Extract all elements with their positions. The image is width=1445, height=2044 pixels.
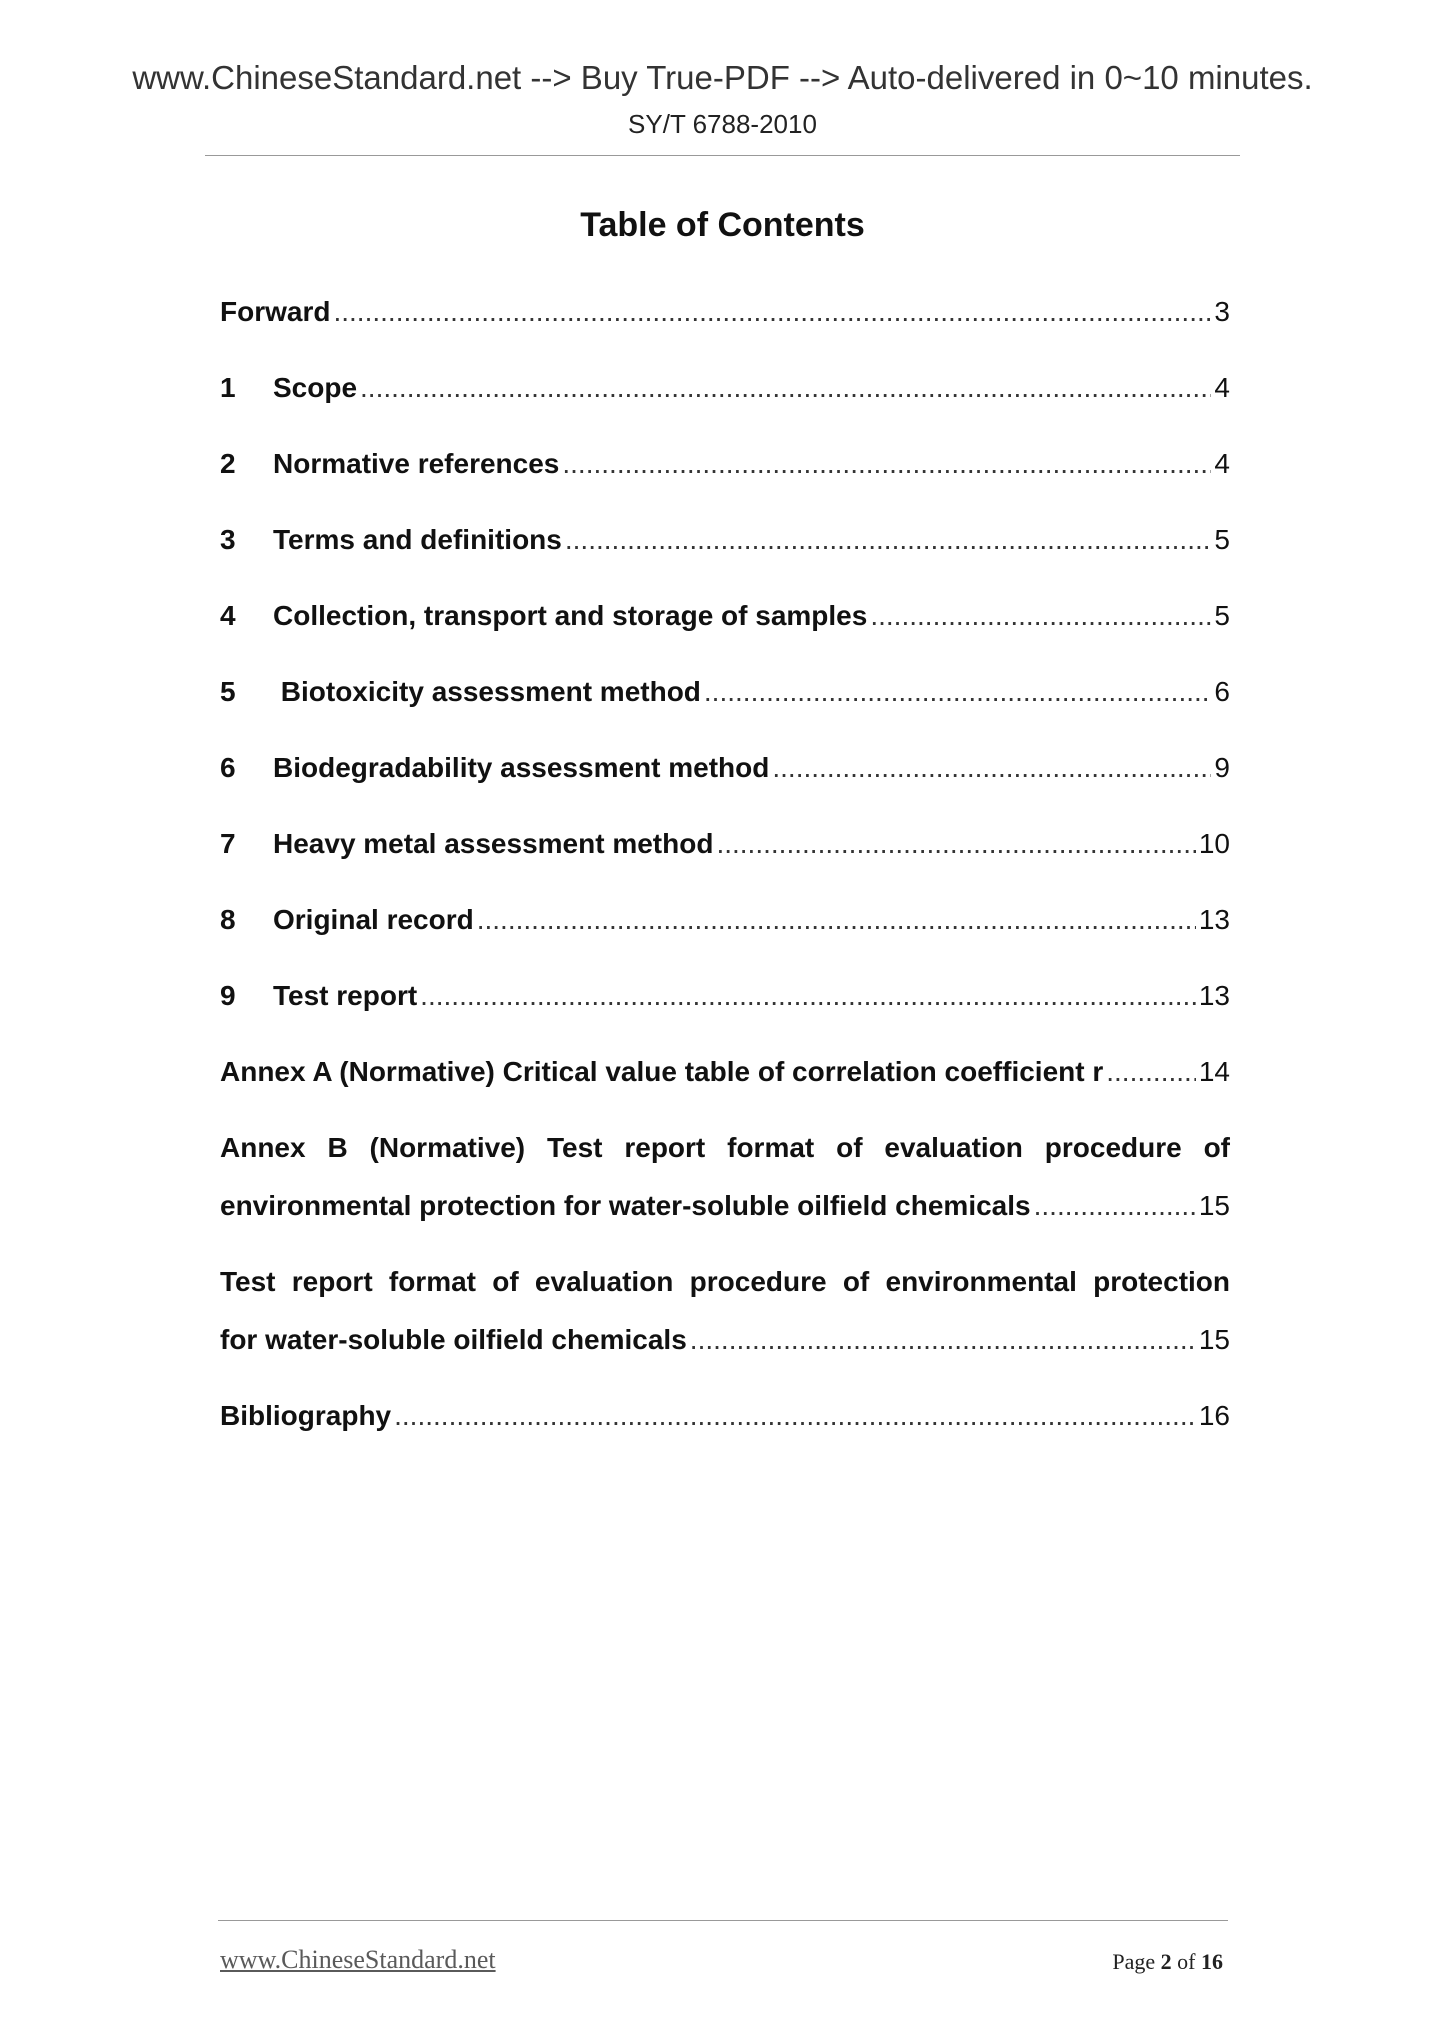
dot-leader (870, 598, 1211, 634)
toc-entry-label: environmental protection for water-soluble oilfield chemicals (220, 1190, 1031, 1221)
toc-entry-page: 6 (1214, 676, 1230, 707)
toc-entry-label: Forward (220, 296, 331, 327)
toc-entry-number: 7 (220, 828, 236, 859)
toc-entry-label: Biodegradability assessment method (273, 752, 770, 783)
dot-leader (772, 750, 1211, 786)
toc-entry-annex-b[interactable] (220, 1188, 1230, 1224)
toc-entry-test-report-format[interactable] (220, 1322, 1230, 1358)
toc-entry-label: Original record (273, 904, 474, 935)
toc-entry-label: Bibliography (220, 1400, 392, 1431)
toc-entry-page: 9 (1214, 752, 1230, 783)
toc-entry-page: 13 (1198, 980, 1230, 1011)
toc-entry-label: Scope (273, 372, 358, 403)
toc-entry-page: 4 (1214, 372, 1230, 403)
dot-leader (394, 1398, 1196, 1434)
toc-entry-annex-a[interactable] (220, 1054, 1230, 1090)
toc-entry-number: 3 (220, 524, 236, 555)
toc-entry-number: 9 (220, 980, 236, 1011)
toc-entry-page: 4 (1214, 448, 1230, 479)
toc-entry-page: 15 (1198, 1190, 1230, 1221)
standard-code: SY/T 6788-2010 (628, 109, 817, 139)
toc-entry-page: 14 (1198, 1056, 1230, 1087)
dot-leader (477, 902, 1196, 938)
toc-entry-biodegradability[interactable] (220, 750, 1230, 786)
toc-entry-forward[interactable] (220, 294, 1230, 330)
toc-entry-page: 16 (1198, 1400, 1230, 1431)
page-total: 16 (1201, 1949, 1223, 1974)
toc-entry-page: 10 (1198, 828, 1230, 859)
toc-entry-page: 3 (1214, 296, 1230, 327)
toc-entry-collection-samples[interactable] (220, 598, 1230, 634)
toc-entry-heavy-metal[interactable] (220, 826, 1230, 862)
toc-entry-label: Collection, transport and storage of samples (273, 600, 868, 631)
toc-entry-number: 4 (220, 600, 236, 631)
dot-leader (565, 522, 1212, 558)
toc-entry-original-record[interactable] (220, 902, 1230, 938)
toc-entry-page: 15 (1198, 1324, 1230, 1355)
page-of: of (1177, 1949, 1196, 1974)
toc-entry-page: 5 (1214, 524, 1230, 555)
toc-entry-label: Test report (273, 980, 418, 1011)
dot-leader (333, 294, 1211, 330)
dot-leader (716, 826, 1195, 862)
toc-entry-number: 2 (220, 448, 236, 479)
toc-entry-biotoxicity[interactable] (220, 674, 1230, 710)
dot-leader (420, 978, 1196, 1014)
toc-entry-page: 5 (1214, 600, 1230, 631)
footer-divider (218, 1920, 1228, 1921)
dot-leader (360, 370, 1211, 406)
dot-leader (690, 1322, 1196, 1358)
toc-entry-number: 1 (220, 372, 236, 403)
toc-entry-number: 6 (220, 752, 236, 783)
toc-entry-bibliography[interactable] (220, 1398, 1230, 1434)
page-current: 2 (1160, 1949, 1172, 1974)
page-title: Table of Contents (580, 206, 865, 244)
toc-entry-number: 5 (220, 676, 236, 707)
toc-entry-label: Terms and definitions (273, 524, 562, 555)
page-number (1112, 1948, 1223, 1976)
toc-entry-annex-b-line1[interactable]: Annex B (Normative) Test report format of evaluation procedure of (220, 1132, 1230, 1163)
toc-entry-label: for water-soluble oilfield chemicals (220, 1324, 687, 1355)
dot-leader (1106, 1054, 1196, 1090)
toc-entry-label: Biotoxicity assessment method (273, 676, 701, 707)
page-prefix: Page (1112, 1949, 1156, 1974)
toc-entry-label: Normative references (273, 448, 560, 479)
toc-entry-scope[interactable] (220, 370, 1230, 406)
toc-entry-label: Heavy metal assessment method (273, 828, 714, 859)
dot-leader (704, 674, 1212, 710)
toc-entry-normative-references[interactable] (220, 446, 1230, 482)
toc-entry-page: 13 (1198, 904, 1230, 935)
site-banner: www.ChineseStandard.net --> Buy True-PDF --> Auto-delivered in 0~10 minutes. (132, 59, 1313, 96)
footer-site-link[interactable]: www.ChineseStandard.net (220, 1945, 496, 1974)
toc-entry-test-report-format-line1[interactable]: Test report format of evaluation procedure of environmental protection (220, 1266, 1230, 1297)
toc-entry-test-report[interactable] (220, 978, 1230, 1014)
toc-entry-terms-definitions[interactable] (220, 522, 1230, 558)
dot-leader (562, 446, 1211, 482)
toc-entry-number: 8 (220, 904, 236, 935)
toc-entry-label: Annex A (Normative) Critical value table of correlation coefficient r (220, 1056, 1104, 1087)
dot-leader (1034, 1188, 1196, 1224)
